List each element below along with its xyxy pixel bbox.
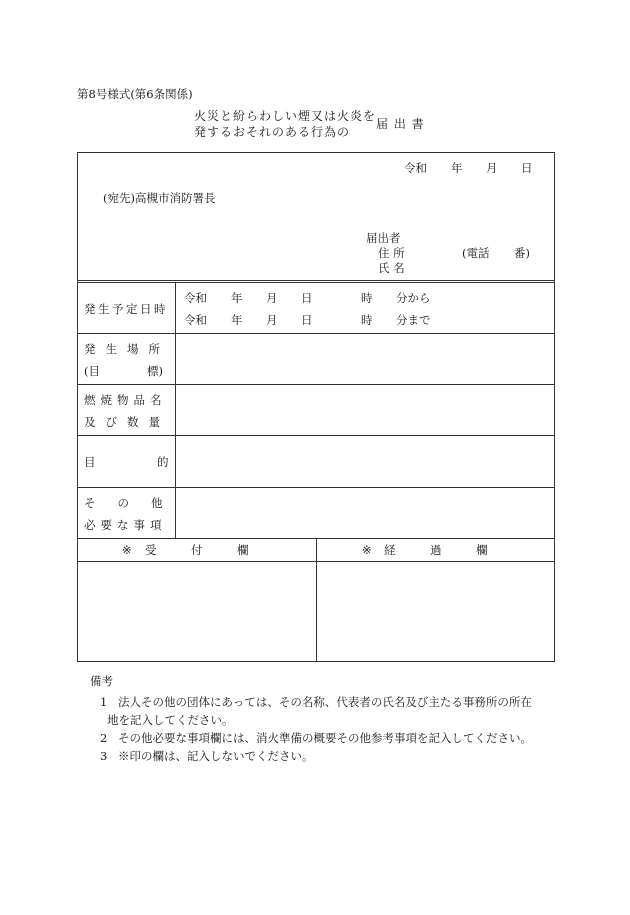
remark-3: ※印の欄は、記入しないでください。 — [118, 749, 314, 763]
reception-mark: ※ — [122, 543, 132, 557]
notifier-label: 届出者 — [366, 231, 401, 245]
divider — [77, 282, 555, 283]
dt-hour: 時 — [361, 291, 373, 305]
divider — [77, 333, 555, 334]
progress-mark: ※ — [362, 543, 372, 557]
remarks-heading: 備考 — [90, 674, 113, 688]
divider — [77, 435, 555, 436]
date-day-unit: 日 — [521, 161, 533, 175]
reception-label: 受 付 欄 — [145, 543, 249, 557]
place-label: 発生場所 — [84, 342, 170, 356]
dt-month: 月 — [266, 291, 278, 305]
dt-era-end: 令和 — [184, 313, 207, 327]
datetime-label: 発生予定日時 — [84, 302, 168, 316]
progress-label: 経 過 欄 — [384, 543, 488, 557]
phone-label: (電話 — [462, 246, 490, 260]
dt-month-end: 月 — [266, 313, 278, 327]
title-line-2: 発するおそれのある行為の — [194, 125, 351, 139]
title-suffix: 届 出 書 — [376, 117, 425, 131]
dt-year-end: 年 — [231, 313, 243, 327]
other-label: その他 — [84, 496, 185, 510]
purpose-label-1: 目 — [84, 455, 96, 469]
dt-era: 令和 — [184, 291, 207, 305]
dt-hour-end: 時 — [361, 313, 373, 327]
remark-3-number: 3 — [100, 749, 108, 763]
divider — [77, 280, 555, 281]
material-label: 燃焼物品名 — [84, 393, 167, 407]
remark-1-line-2: 地を記入してください。 — [107, 713, 234, 727]
remark-2-number: 2 — [100, 731, 108, 745]
date-era: 令和 — [404, 161, 427, 175]
address-label: 住 所 — [378, 246, 405, 260]
remark-1-number: 1 — [100, 695, 108, 709]
phone-suffix: 番) — [514, 246, 530, 260]
dt-day-end: 日 — [301, 313, 313, 327]
dt-from: 分から — [396, 291, 431, 305]
dt-year: 年 — [231, 291, 243, 305]
remark-2: その他必要な事項欄には、消火準備の概要その他参考事項を記入してください。 — [118, 731, 532, 745]
other-required-label: 必要な事項 — [84, 518, 167, 532]
divider — [77, 384, 555, 385]
dt-to: 分まで — [396, 313, 431, 327]
quantity-label: 及び数量 — [84, 415, 170, 429]
date-month-unit: 月 — [486, 161, 498, 175]
name-label: 氏 名 — [378, 261, 405, 275]
remark-1-line-1: 法人その他の団体にあっては、その名称、代表者の氏名及び主たる事務所の所在 — [118, 695, 532, 709]
place-label-close: 標) — [147, 364, 163, 378]
column-divider — [316, 538, 317, 662]
purpose-label-2: 的 — [157, 455, 169, 469]
dt-day: 日 — [301, 291, 313, 305]
title-line-1: 火災と紛らわしい煙又は火炎を — [194, 109, 377, 123]
place-label-open: (目 — [84, 364, 100, 378]
date-year-unit: 年 — [451, 161, 463, 175]
addressee: (宛先)高槻市消防署長 — [103, 191, 216, 205]
form-number: 第8号様式(第6条関係) — [77, 87, 193, 101]
divider — [77, 487, 555, 488]
